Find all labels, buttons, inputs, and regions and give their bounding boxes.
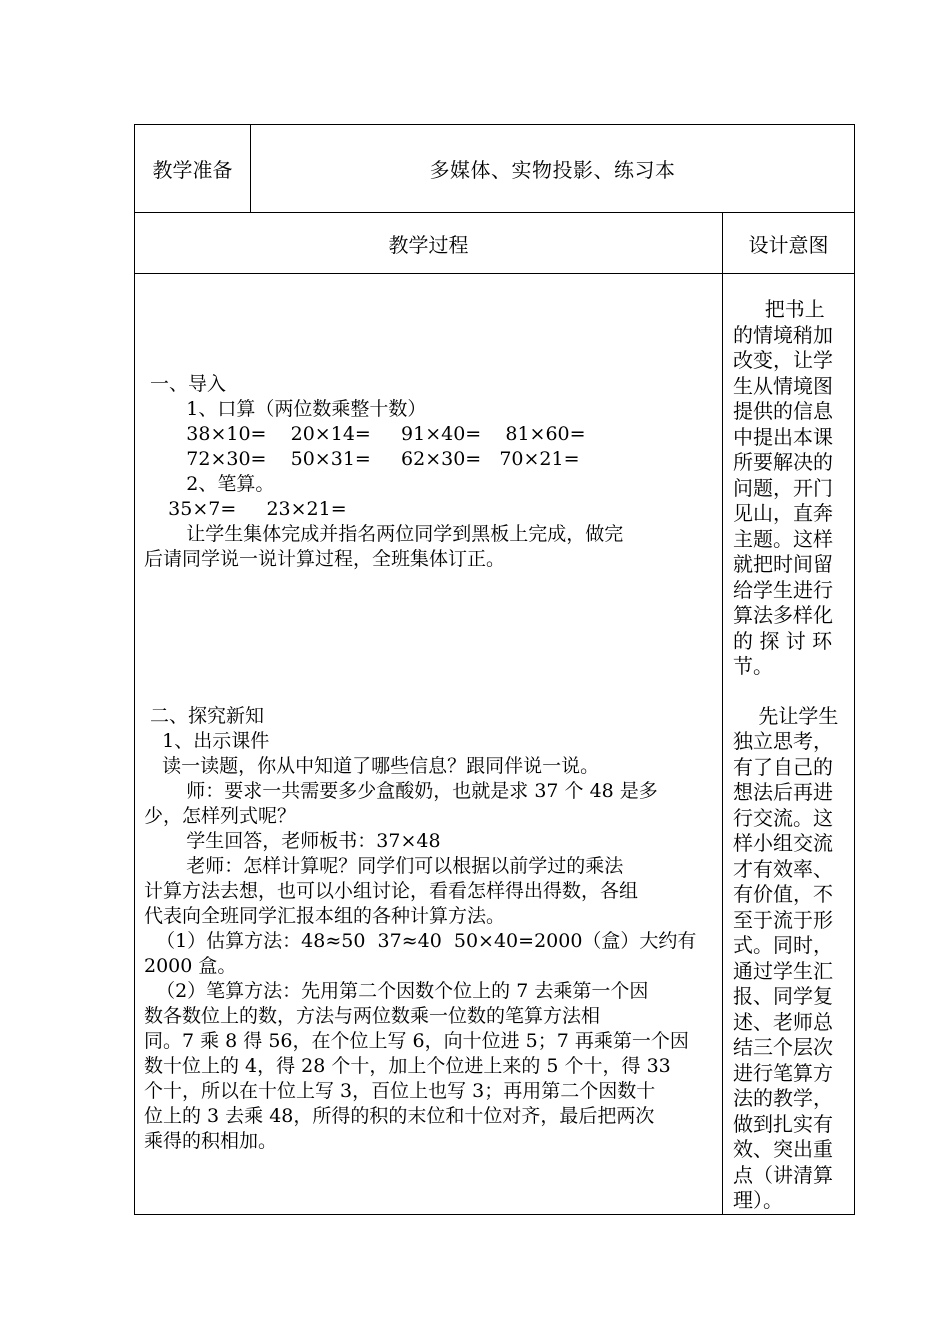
intent-line: 节。 [733,654,773,678]
process-line: 35×7= 23×21= [144,498,347,520]
intent-line: 点（讲清算 [733,1162,833,1187]
process-line: 2000 盒。 [144,955,237,977]
process-line: 计算方法去想，也可以小组讨论，看看怎样得出得数，各组 [144,880,639,902]
intent-line: 才有效率、 [733,856,833,881]
process-line: （1）估算方法：48≈50 37≈40 50×40=2000（盒）大约有 [144,930,697,952]
spacer [733,680,846,704]
process-line: 1、口算（两位数乘整十数） [144,398,427,420]
intent-line: 独立思考， [733,729,833,753]
intent-line: 改变，让学 [733,348,833,372]
intent-line: 的 探 讨 环 [733,628,833,653]
prep-content: 多媒体、实物投影、练习本 [251,125,855,213]
process-line: 数十位上的 4，得 28 个十，加上个位进上来的 5 个十，得 33 [144,1055,671,1077]
process-body [135,274,722,1154]
intent-line: 做到扎实有 [733,1111,833,1136]
intent-line: 有了自己的 [733,754,833,779]
process-line: 少，怎样列式呢？ [144,805,297,827]
intent-line: 进行笔算方 [733,1060,833,1085]
intent-line: 理）。 [733,1188,783,1212]
intent-line: 就把时间留 [733,552,833,576]
intent-line: 给学生进行 [733,577,833,602]
process-line: （2）笔算方法：先用第二个因数个位上的 7 去乘第一个因 [144,980,649,1002]
intent-line: 报、同学复 [733,984,833,1008]
intent-line: 中提出本课 [733,424,833,449]
intent-line: 算法多样化 [733,603,833,627]
intent-line: 的情境稍加 [733,322,833,347]
intent-line: 所要解决的 [733,450,833,474]
process-line: 72×30= 50×31= 62×30= 70×21= [144,448,580,470]
process-line: 乘得的积相加。 [144,1130,278,1152]
content-row [135,274,855,1215]
section-explore-title: 二、探究新知 [144,705,265,727]
process-line: 位上的 3 去乘 48，所得的积的末位和十位对齐，最后把两次 [144,1105,655,1127]
intent-line: 想法后再进 [733,780,833,804]
intent-line: 行交流。这 [733,805,833,830]
intent-line: 先让学生 [733,703,839,728]
process-line: 后请同学说一说计算过程，全班集体订正。 [144,548,506,570]
process-line: 38×10= 20×14= 91×40= 81×60= [144,423,586,445]
intent-header: 设计意图 [723,213,855,274]
intent-line: 有价值，不 [733,882,833,906]
header-row [135,213,855,274]
intent-line: 问题，开门 [733,475,833,500]
process-line: 2、笔算。 [144,473,275,495]
process-line: 同。7 乘 8 得 56，在个位上写 6，向十位进 5；7 再乘第一个因 [144,1030,689,1052]
intent-line: 见山，直奔 [733,501,833,525]
process-line: 个十，所以在十位上写 3，百位上也写 3；再用第二个因数十 [144,1080,656,1102]
process-cell [135,274,723,1215]
intent-line: 主题。这样 [733,526,833,551]
intent-body [723,274,854,1214]
intent-line: 把书上 [733,297,825,321]
process-line: 老师：怎样计算呢？同学们可以根据以前学过的乘法 [144,855,624,877]
process-line: 让学生集体完成并指名两位同学到黑板上完成，做完 [144,523,624,545]
intent-line: 法的教学， [733,1086,833,1110]
intent-line: 样小组交流 [733,831,833,855]
intent-line: 生从情境图 [733,373,833,398]
process-line: 读一读题，你从中知道了哪些信息？跟同伴说一说。 [144,755,600,777]
intent-line: 至于流于形 [733,907,833,932]
process-line: 数各数位上的数，方法与两位数乘一位数的笔算方法相 [144,1005,601,1027]
section-intro-title: 一、导入 [144,373,227,395]
intent-line: 结三个层次 [733,1035,833,1059]
intent-line: 效、突出重 [733,1137,833,1161]
process-header: 教学过程 [135,213,723,274]
intent-line: 提供的信息 [733,399,833,423]
prep-row [135,125,855,213]
process-line: 师：要求一共需要多少盒酸奶，也就是求 37 个 48 是多 [144,780,658,802]
intent-line: 述、老师总 [733,1009,833,1034]
process-line: 1、出示课件 [144,730,270,752]
lesson-plan-table [134,124,855,1215]
process-line: 学生回答，老师板书：37×48 [144,830,441,852]
intent-cell [723,274,855,1215]
process-line: 代表向全班同学汇报本组的各种计算方法。 [144,905,506,927]
intent-line: 通过学生汇 [733,958,833,983]
spacer [144,572,714,704]
prep-label: 教学准备 [135,125,251,213]
intent-line: 式。同时， [733,933,833,957]
